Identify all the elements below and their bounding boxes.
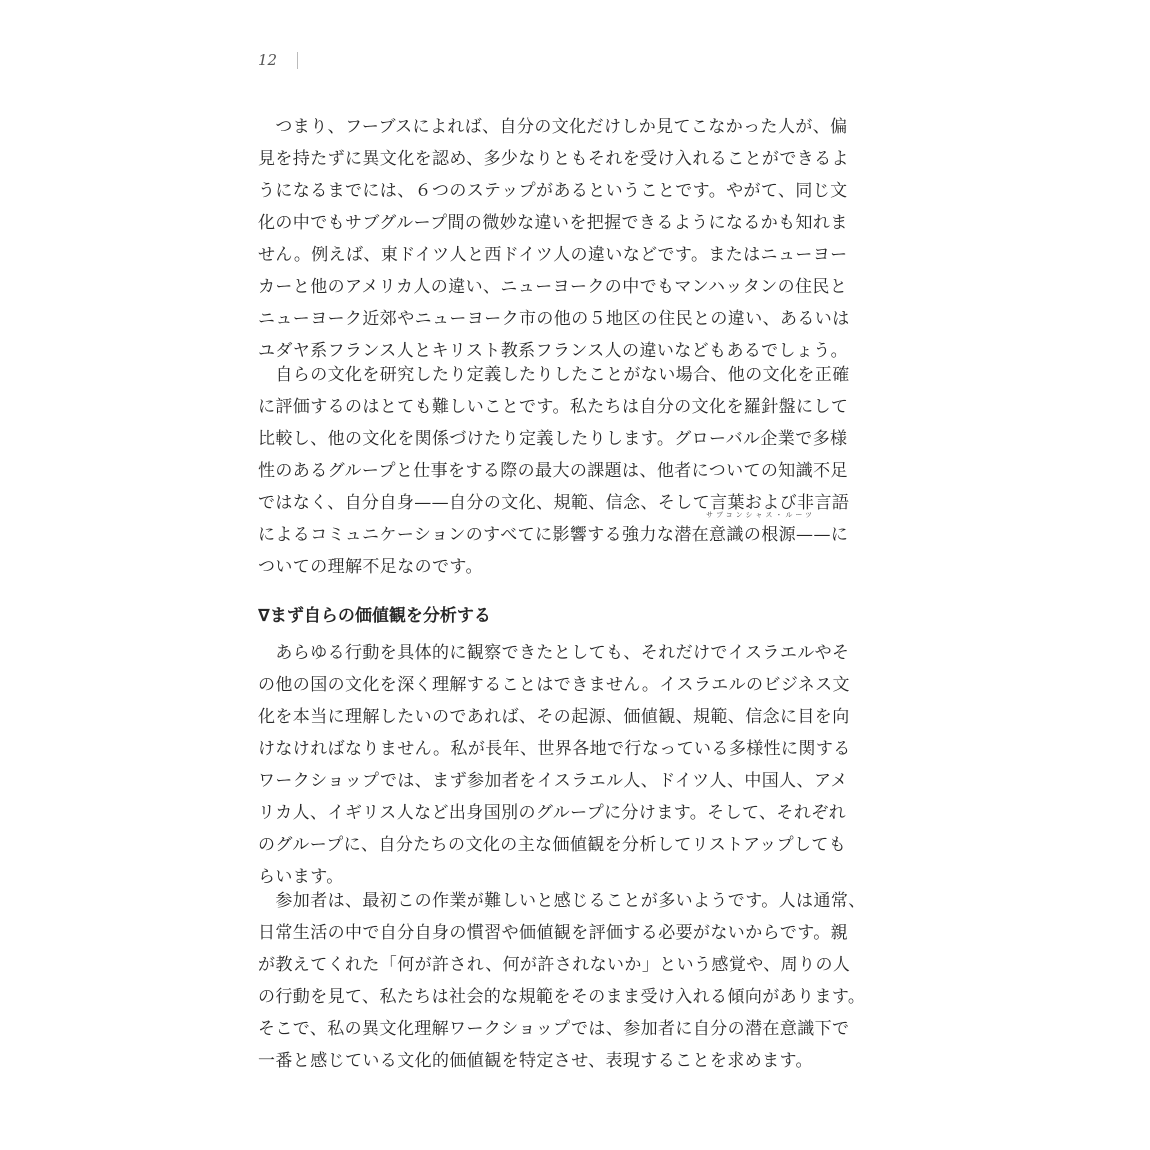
text-line: 自らの文化を研究したり定義したりしたことがない場合、他の文化を正確 <box>258 365 850 385</box>
text-line: あらゆる行動を具体的に観察できたとしても、それだけでイスラエルやそ <box>258 643 850 663</box>
text-line: 日常生活の中で自分自身の慣習や価値観を評価する必要がないからです。親 <box>258 923 849 943</box>
page-header <box>258 48 298 72</box>
text-line: ワークショップでは、まず参加者をイスラエル人、ドイツ人、中国人、アメ <box>258 771 848 791</box>
text-line: の行動を見て、私たちは社会的な規範をそのまま受け入れる傾向があります。 <box>258 987 866 1007</box>
text-line: が教えてくれた「何が許され、何が許されないか」という感覚や、周りの人 <box>258 955 851 975</box>
text-line: に評価するのはとても難しいことです。私たちは自分の文化を羅針盤にして <box>258 397 849 417</box>
text-line: 性のあるグループと仕事をする際の最大の課題は、他者についての知識不足 <box>258 461 848 481</box>
text-line: 化を本当に理解したいのであれば、その起源、価値観、規範、信念に目を向 <box>258 707 850 727</box>
text-line: 参加者は、最初この作業が難しいと感じることが多いようです。人は通常、 <box>258 891 866 911</box>
text-line: リカ人、イギリス人など出身国別のグループに分けます。そして、それぞれ <box>258 803 847 823</box>
text-line: つまり、フーブスによれば、自分の文化だけしか見てこなかった人が、偏 <box>258 117 848 137</box>
text-line: 見を持たずに異文化を認め、多少なりともそれを受け入れることができるよ <box>258 149 849 169</box>
section-heading: ∇まず自らの価値観を分析する <box>258 606 491 626</box>
text-line: の他の国の文化を深く理解することはできません。イスラエルのビジネス文 <box>258 675 850 695</box>
text-line: ニューヨーク近郊やニューヨーク市の他の５地区の住民との違い、あるいは <box>258 309 850 329</box>
text-line: ではなく、自分自身——自分の文化、規範、信念、そして言葉および非言語 <box>258 493 850 513</box>
text-line: カーと他のアメリカ人の違い、ニューヨークの中でもマンハッタンの住民と <box>258 277 848 297</box>
ruby-annotation: サブコンシャス・ルーツ <box>706 511 816 519</box>
text-line: そこで、私の異文化理解ワークショップでは、参加者に自分の潜在意識下で <box>258 1019 850 1039</box>
text-line: のグループに、自分たちの文化の主な価値観を分析してリストアップしても <box>258 835 847 855</box>
text-line: ついての理解不足なのです。 <box>258 557 483 577</box>
text-line: 比較し、他の文化を関係づけたり定義したりします。グローバル企業で多様 <box>258 429 848 449</box>
header-divider <box>297 52 298 69</box>
text-line: 一番と感じている文化的価値観を特定させ、表現することを求めます。 <box>258 1051 813 1071</box>
text-line: 化の中でもサブグループ間の微妙な違いを把握できるようになるかも知れま <box>258 213 848 233</box>
text-line: によるコミュニケーションのすべてに影響する強力な潜在意識の根源——に <box>258 525 849 545</box>
text-line: けなければなりません。私が長年、世界各地で行なっている多様性に関する <box>258 739 851 759</box>
text-line: うになるまでには、６つのステップがあるということです。やがて、同じ文 <box>258 181 848 201</box>
text-line: せん。例えば、東ドイツ人と西ドイツ人の違いなどです。またはニューヨー <box>258 245 848 265</box>
text-line: ユダヤ系フランス人とキリスト教系フランス人の違いなどもあるでしょう。 <box>258 341 849 361</box>
text-line: らいます。 <box>258 867 344 887</box>
page-number: 12 <box>258 51 278 69</box>
